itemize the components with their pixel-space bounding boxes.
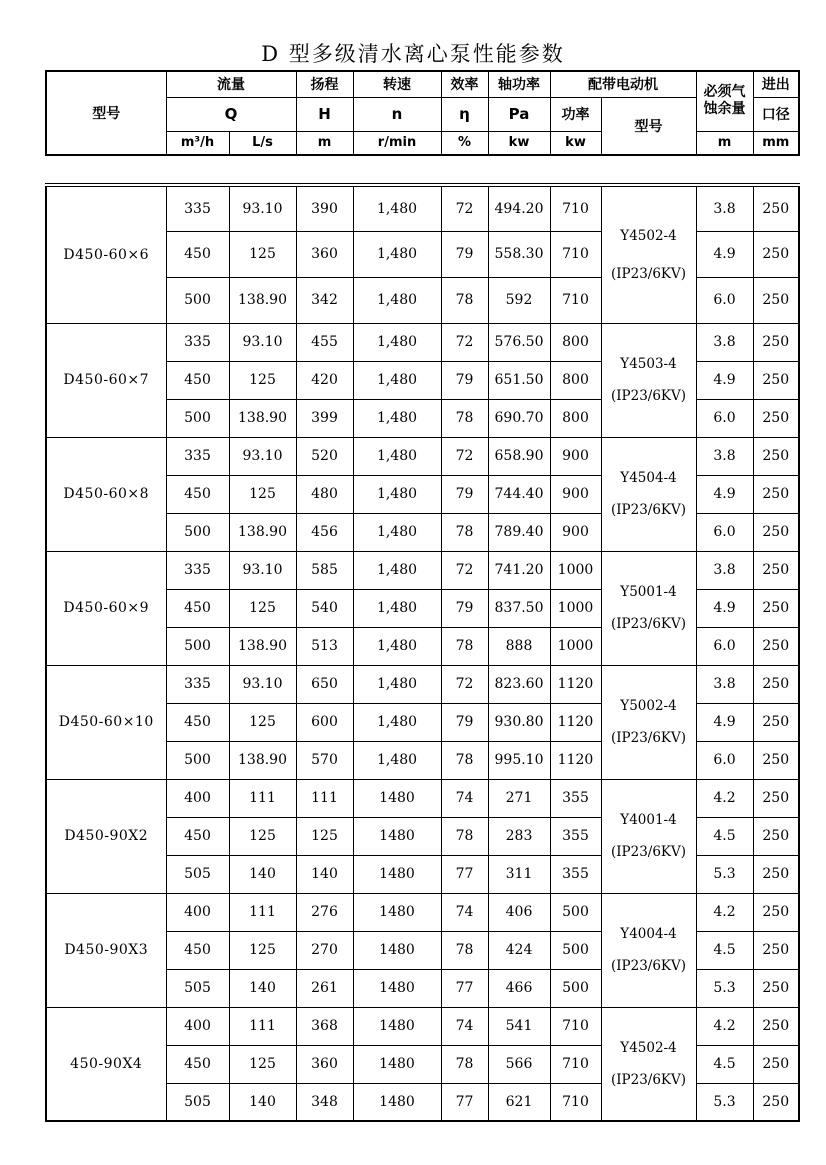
cell-flow-m3h: 450 [166, 931, 229, 969]
cell-npsh: 6.0 [696, 627, 753, 665]
cell-flow-ls: 125 [229, 231, 296, 277]
cell-shaft-power: 566 [488, 1045, 550, 1083]
cell-npsh: 4.5 [696, 1045, 753, 1083]
cell-flow-ls: 138.90 [229, 741, 296, 779]
cell-efficiency: 77 [441, 1083, 488, 1121]
cell-npsh: 5.3 [696, 1083, 753, 1121]
cell-flow-m3h: 505 [166, 855, 229, 893]
cell-flow-ls: 93.10 [229, 551, 296, 589]
cell-motor-model [601, 665, 696, 779]
cell-motor-model [601, 893, 696, 1007]
cell-head: 420 [296, 361, 353, 399]
pump-block [46, 437, 799, 551]
header-speed-unit: r/min [353, 131, 441, 155]
header-flow: 流量 [166, 71, 296, 97]
cell-flow-m3h: 335 [166, 185, 229, 231]
cell-shaft-power: 888 [488, 627, 550, 665]
cell-flow-ls: 138.90 [229, 513, 296, 551]
data-table [45, 183, 800, 1122]
cell-flow-m3h: 450 [166, 231, 229, 277]
cell-head: 125 [296, 817, 353, 855]
header-npsh-line1: 必须气 [703, 83, 746, 100]
cell-npsh: 4.5 [696, 931, 753, 969]
cell-head: 513 [296, 627, 353, 665]
cell-port-diameter: 250 [753, 437, 799, 475]
cell-motor-power: 710 [550, 1045, 601, 1083]
cell-shaft-power: 406 [488, 893, 550, 931]
cell-npsh: 3.8 [696, 665, 753, 703]
cell-speed: 1,480 [353, 741, 441, 779]
cell-flow-m3h: 400 [166, 893, 229, 931]
cell-motor-power: 900 [550, 475, 601, 513]
cell-speed: 1,480 [353, 361, 441, 399]
header-npsh-unit: m [696, 131, 753, 155]
pump-block [46, 185, 799, 323]
cell-head: 342 [296, 277, 353, 323]
header-motor-model: 型号 [601, 97, 696, 155]
cell-flow-m3h: 400 [166, 1007, 229, 1045]
cell-npsh: 4.9 [696, 703, 753, 741]
cell-efficiency: 78 [441, 817, 488, 855]
cell-efficiency: 79 [441, 231, 488, 277]
cell-flow-m3h: 335 [166, 323, 229, 361]
cell-head: 570 [296, 741, 353, 779]
cell-head: 455 [296, 323, 353, 361]
header-shaft-power: 轴功率 [488, 71, 550, 97]
cell-efficiency: 77 [441, 969, 488, 1007]
cell-efficiency: 78 [441, 513, 488, 551]
cell-npsh: 4.9 [696, 475, 753, 513]
cell-flow-ls: 138.90 [229, 399, 296, 437]
cell-port-diameter: 250 [753, 475, 799, 513]
header-npsh [696, 71, 753, 131]
cell-shaft-power: 541 [488, 1007, 550, 1045]
cell-npsh: 3.8 [696, 551, 753, 589]
cell-motor-power: 500 [550, 931, 601, 969]
cell-shaft-power: 995.10 [488, 741, 550, 779]
cell-head: 261 [296, 969, 353, 1007]
cell-flow-m3h: 450 [166, 475, 229, 513]
cell-shaft-power: 744.40 [488, 475, 550, 513]
cell-port-diameter: 250 [753, 323, 799, 361]
cell-motor-power: 355 [550, 817, 601, 855]
cell-flow-m3h: 500 [166, 513, 229, 551]
cell-motor-model [601, 185, 696, 323]
cell-speed: 1,480 [353, 551, 441, 589]
header-model: 型号 [46, 71, 166, 155]
cell-motor-model [601, 437, 696, 551]
cell-motor-power: 900 [550, 437, 601, 475]
cell-motor-power: 800 [550, 361, 601, 399]
cell-npsh: 5.3 [696, 855, 753, 893]
cell-flow-ls: 140 [229, 855, 296, 893]
cell-motor-power: 1120 [550, 665, 601, 703]
cell-motor-power: 1120 [550, 703, 601, 741]
cell-port-diameter: 250 [753, 1045, 799, 1083]
cell-shaft-power: 690.70 [488, 399, 550, 437]
cell-flow-ls: 140 [229, 1083, 296, 1121]
cell-speed: 1480 [353, 1045, 441, 1083]
cell-flow-m3h: 450 [166, 1045, 229, 1083]
cell-speed: 1,480 [353, 399, 441, 437]
cell-head: 390 [296, 185, 353, 231]
cell-port-diameter: 250 [753, 513, 799, 551]
header-speed-symbol: n [353, 97, 441, 131]
cell-motor-power: 500 [550, 969, 601, 1007]
cell-efficiency: 79 [441, 361, 488, 399]
cell-motor-power: 500 [550, 893, 601, 931]
cell-efficiency: 74 [441, 1007, 488, 1045]
cell-motor-model [601, 1007, 696, 1121]
cell-motor-power: 710 [550, 231, 601, 277]
table-row [46, 665, 799, 703]
cell-speed: 1480 [353, 969, 441, 1007]
cell-npsh: 4.5 [696, 817, 753, 855]
cell-flow-ls: 93.10 [229, 437, 296, 475]
cell-shaft-power: 823.60 [488, 665, 550, 703]
cell-shaft-power: 651.50 [488, 361, 550, 399]
cell-efficiency: 79 [441, 475, 488, 513]
cell-port-diameter: 250 [753, 185, 799, 231]
cell-head: 399 [296, 399, 353, 437]
cell-motor-model [601, 551, 696, 665]
cell-efficiency: 72 [441, 665, 488, 703]
cell-shaft-power: 466 [488, 969, 550, 1007]
cell-pump-model: D450-60×6 [46, 185, 166, 323]
cell-npsh: 4.2 [696, 1007, 753, 1045]
cell-pump-model: D450-60×7 [46, 323, 166, 437]
cell-shaft-power: 283 [488, 817, 550, 855]
cell-flow-ls: 140 [229, 969, 296, 1007]
cell-flow-ls: 125 [229, 1045, 296, 1083]
cell-npsh: 4.9 [696, 589, 753, 627]
cell-efficiency: 78 [441, 399, 488, 437]
cell-port-diameter: 250 [753, 741, 799, 779]
cell-head: 520 [296, 437, 353, 475]
cell-npsh: 6.0 [696, 513, 753, 551]
cell-flow-ls: 125 [229, 931, 296, 969]
cell-shaft-power: 424 [488, 931, 550, 969]
cell-shaft-power: 837.50 [488, 589, 550, 627]
cell-pump-model: 450-90X4 [46, 1007, 166, 1121]
cell-shaft-power: 271 [488, 779, 550, 817]
cell-motor-power: 1000 [550, 551, 601, 589]
cell-flow-m3h: 450 [166, 817, 229, 855]
cell-efficiency: 74 [441, 893, 488, 931]
header-head-symbol: H [296, 97, 353, 131]
table-row [46, 779, 799, 817]
cell-flow-ls: 93.10 [229, 323, 296, 361]
header-motor: 配带电动机 [550, 71, 696, 97]
cell-motor-power: 800 [550, 323, 601, 361]
cell-efficiency: 78 [441, 1045, 488, 1083]
cell-head: 360 [296, 1045, 353, 1083]
cell-speed: 1,480 [353, 665, 441, 703]
cell-head: 600 [296, 703, 353, 741]
cell-port-diameter: 250 [753, 855, 799, 893]
cell-npsh: 3.8 [696, 323, 753, 361]
pump-block [46, 1007, 799, 1121]
cell-motor-power: 800 [550, 399, 601, 437]
cell-head: 368 [296, 1007, 353, 1045]
cell-speed: 1,480 [353, 323, 441, 361]
motor-model-line1: Y5002-4 [620, 698, 677, 714]
cell-shaft-power: 658.90 [488, 437, 550, 475]
cell-efficiency: 78 [441, 627, 488, 665]
header-port-line2: 口径 [753, 97, 799, 131]
cell-head: 270 [296, 931, 353, 969]
cell-efficiency: 78 [441, 741, 488, 779]
cell-efficiency: 72 [441, 437, 488, 475]
motor-model-line2: (IP23/6KV) [610, 844, 687, 860]
cell-flow-m3h: 500 [166, 741, 229, 779]
cell-flow-m3h: 335 [166, 437, 229, 475]
pump-block [46, 665, 799, 779]
cell-npsh: 6.0 [696, 399, 753, 437]
motor-model-line1: Y5001-4 [620, 584, 677, 600]
cell-port-diameter: 250 [753, 817, 799, 855]
cell-speed: 1,480 [353, 231, 441, 277]
cell-head: 540 [296, 589, 353, 627]
header-npsh-line2: 蚀余量 [703, 101, 746, 118]
header-efficiency-unit: % [441, 131, 488, 155]
cell-efficiency: 78 [441, 931, 488, 969]
cell-efficiency: 78 [441, 277, 488, 323]
cell-shaft-power: 494.20 [488, 185, 550, 231]
cell-motor-model [601, 323, 696, 437]
cell-flow-ls: 125 [229, 817, 296, 855]
motor-model-line1: Y4001-4 [620, 812, 677, 828]
cell-speed: 1,480 [353, 277, 441, 323]
cell-port-diameter: 250 [753, 931, 799, 969]
cell-port-diameter: 250 [753, 231, 799, 277]
cell-motor-power: 710 [550, 277, 601, 323]
cell-speed: 1,480 [353, 627, 441, 665]
cell-head: 650 [296, 665, 353, 703]
cell-motor-power: 1000 [550, 589, 601, 627]
cell-flow-m3h: 500 [166, 627, 229, 665]
cell-port-diameter: 250 [753, 969, 799, 1007]
cell-shaft-power: 576.50 [488, 323, 550, 361]
cell-flow-ls: 111 [229, 1007, 296, 1045]
header-port-line1: 进出 [753, 71, 799, 97]
cell-flow-ls: 138.90 [229, 277, 296, 323]
cell-motor-power: 710 [550, 1083, 601, 1121]
cell-shaft-power: 592 [488, 277, 550, 323]
cell-port-diameter: 250 [753, 665, 799, 703]
cell-port-diameter: 250 [753, 361, 799, 399]
header-row-1 [46, 71, 799, 97]
cell-port-diameter: 250 [753, 1083, 799, 1121]
cell-efficiency: 72 [441, 551, 488, 589]
motor-model-line1: Y4502-4 [620, 1039, 677, 1056]
motor-model-line1: Y4502-4 [620, 227, 677, 244]
cell-flow-m3h: 505 [166, 1083, 229, 1121]
cell-npsh: 4.2 [696, 893, 753, 931]
cell-motor-power: 1120 [550, 741, 601, 779]
cell-port-diameter: 250 [753, 627, 799, 665]
cell-pump-model: D450-90X2 [46, 779, 166, 893]
header-table [45, 70, 800, 156]
motor-model-line2: (IP23/6KV) [610, 1071, 687, 1088]
cell-flow-m3h: 500 [166, 277, 229, 323]
cell-port-diameter: 250 [753, 893, 799, 931]
cell-speed: 1,480 [353, 703, 441, 741]
table-row [46, 893, 799, 931]
cell-speed: 1480 [353, 931, 441, 969]
motor-model-line2: (IP23/6KV) [610, 502, 687, 518]
cell-motor-power: 355 [550, 779, 601, 817]
cell-port-diameter: 250 [753, 589, 799, 627]
cell-speed: 1480 [353, 779, 441, 817]
motor-model-line2: (IP23/6KV) [610, 730, 687, 746]
cell-npsh: 4.9 [696, 231, 753, 277]
cell-shaft-power: 930.80 [488, 703, 550, 741]
cell-motor-power: 1000 [550, 627, 601, 665]
header-port-unit: mm [753, 131, 799, 155]
cell-flow-ls: 125 [229, 703, 296, 741]
cell-pump-model: D450-60×10 [46, 665, 166, 779]
cell-flow-ls: 93.10 [229, 665, 296, 703]
cell-flow-m3h: 505 [166, 969, 229, 1007]
header-head-unit: m [296, 131, 353, 155]
cell-flow-m3h: 450 [166, 361, 229, 399]
cell-flow-ls: 111 [229, 893, 296, 931]
header-flow-unit-ls: L/s [229, 131, 296, 155]
cell-port-diameter: 250 [753, 779, 799, 817]
cell-pump-model: D450-90X3 [46, 893, 166, 1007]
header-shaft-power-unit: kw [488, 131, 550, 155]
cell-port-diameter: 250 [753, 399, 799, 437]
cell-motor-model [601, 779, 696, 893]
pump-block [46, 551, 799, 665]
cell-port-diameter: 250 [753, 551, 799, 589]
motor-model-line2: (IP23/6KV) [610, 265, 687, 282]
cell-flow-m3h: 450 [166, 703, 229, 741]
cell-speed: 1,480 [353, 475, 441, 513]
cell-speed: 1480 [353, 855, 441, 893]
table-row [46, 1007, 799, 1045]
cell-speed: 1,480 [353, 589, 441, 627]
cell-npsh: 5.3 [696, 969, 753, 1007]
header-speed: 转速 [353, 71, 441, 97]
cell-port-diameter: 250 [753, 277, 799, 323]
header-flow-symbol: Q [166, 97, 296, 131]
table-row [46, 185, 799, 231]
cell-speed: 1,480 [353, 437, 441, 475]
cell-flow-ls: 125 [229, 361, 296, 399]
cell-head: 348 [296, 1083, 353, 1121]
cell-pump-model: D450-60×9 [46, 551, 166, 665]
motor-model-line1: Y4504-4 [620, 470, 677, 486]
cell-head: 360 [296, 231, 353, 277]
cell-motor-power: 710 [550, 1007, 601, 1045]
header-shaft-power-symbol: Pa [488, 97, 550, 131]
table-row [46, 437, 799, 475]
cell-flow-m3h: 500 [166, 399, 229, 437]
pump-block [46, 893, 799, 1007]
cell-efficiency: 79 [441, 589, 488, 627]
cell-shaft-power: 741.20 [488, 551, 550, 589]
cell-speed: 1480 [353, 817, 441, 855]
cell-efficiency: 72 [441, 323, 488, 361]
cell-npsh: 4.2 [696, 779, 753, 817]
pump-block [46, 779, 799, 893]
cell-head: 585 [296, 551, 353, 589]
cell-head: 456 [296, 513, 353, 551]
cell-shaft-power: 558.30 [488, 231, 550, 277]
cell-flow-ls: 138.90 [229, 627, 296, 665]
header-efficiency-symbol: η [441, 97, 488, 131]
cell-motor-power: 355 [550, 855, 601, 893]
header-head: 扬程 [296, 71, 353, 97]
table-row [46, 551, 799, 589]
cell-flow-m3h: 335 [166, 665, 229, 703]
cell-flow-ls: 125 [229, 475, 296, 513]
cell-efficiency: 77 [441, 855, 488, 893]
cell-efficiency: 72 [441, 185, 488, 231]
cell-pump-model: D450-60×8 [46, 437, 166, 551]
cell-shaft-power: 621 [488, 1083, 550, 1121]
cell-speed: 1480 [353, 893, 441, 931]
cell-flow-m3h: 450 [166, 589, 229, 627]
motor-model-line2: (IP23/6KV) [610, 388, 687, 404]
cell-head: 276 [296, 893, 353, 931]
cell-shaft-power: 311 [488, 855, 550, 893]
motor-model-line1: Y4503-4 [620, 356, 677, 372]
cell-head: 480 [296, 475, 353, 513]
cell-flow-ls: 125 [229, 589, 296, 627]
cell-port-diameter: 250 [753, 1007, 799, 1045]
cell-efficiency: 79 [441, 703, 488, 741]
pump-performance-table [45, 70, 798, 1122]
cell-npsh: 3.8 [696, 185, 753, 231]
cell-speed: 1,480 [353, 513, 441, 551]
page-title: D 型多级清水离心泵性能参数 [261, 42, 565, 66]
header-motor-power: 功率 [550, 97, 601, 131]
cell-motor-power: 900 [550, 513, 601, 551]
motor-model-line1: Y4004-4 [620, 926, 677, 942]
cell-motor-power: 710 [550, 185, 601, 231]
motor-model-line2: (IP23/6KV) [610, 616, 687, 632]
cell-speed: 1,480 [353, 185, 441, 231]
cell-npsh: 3.8 [696, 437, 753, 475]
cell-speed: 1480 [353, 1007, 441, 1045]
table-row [46, 323, 799, 361]
header-motor-power-unit: kw [550, 131, 601, 155]
motor-model-line2: (IP23/6KV) [610, 958, 687, 974]
cell-flow-ls: 93.10 [229, 185, 296, 231]
cell-shaft-power: 789.40 [488, 513, 550, 551]
cell-flow-m3h: 335 [166, 551, 229, 589]
pump-block [46, 323, 799, 437]
cell-head: 111 [296, 779, 353, 817]
cell-port-diameter: 250 [753, 703, 799, 741]
cell-npsh: 6.0 [696, 277, 753, 323]
header-flow-unit-m3h: m³/h [166, 131, 229, 155]
cell-npsh: 4.9 [696, 361, 753, 399]
header-efficiency: 效率 [441, 71, 488, 97]
cell-head: 140 [296, 855, 353, 893]
cell-efficiency: 74 [441, 779, 488, 817]
cell-flow-m3h: 400 [166, 779, 229, 817]
cell-flow-ls: 111 [229, 779, 296, 817]
cell-npsh: 6.0 [696, 741, 753, 779]
cell-speed: 1480 [353, 1083, 441, 1121]
